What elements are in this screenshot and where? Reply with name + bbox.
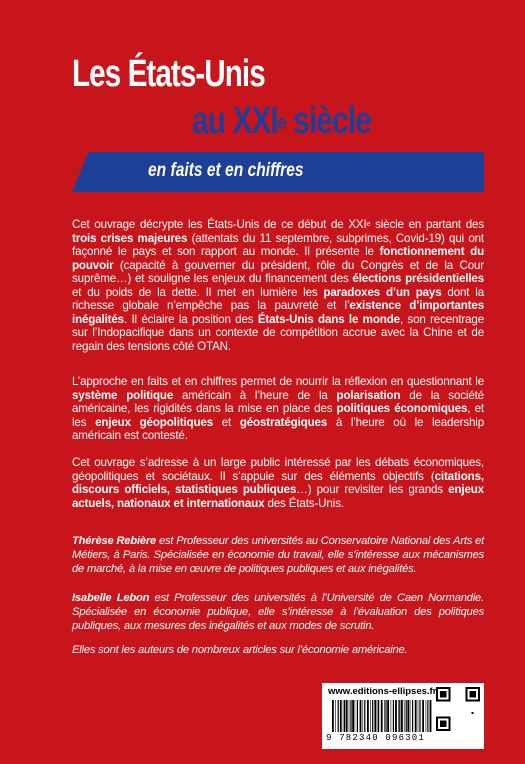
title-line-2: au XXIe siècle bbox=[192, 100, 372, 142]
author-note: Elles sont les auteurs de nombreux articles sur l’économie américaine. bbox=[72, 644, 408, 656]
qr-code[interactable] bbox=[436, 687, 480, 731]
barcode-panel bbox=[322, 683, 484, 749]
publisher-website[interactable]: www.editions-ellipses.fr bbox=[328, 686, 437, 697]
description-paragraph-1: Cet ouvrage décrypte les États-Unis de ce début de XXIe siècle en partant des trois crises majeures (attentats du 11 septembre, subprimes, Covid-19) qui ont façonné le pays et son rapport au monde. Il présente le fonctionnement du pouvoir (capacité à gouverner du président, rôle du Congrès et de la Cour suprême…) et souligne les enjeux du financement des élections présidentielles et du poids de la dette. Il met en lumière les paradoxes d’un pays dont la richesse globale n’empêche pas la pauvreté et l’existence d’importantes inégalités. Il éclaire la position des États-Unis dans le monde, son recentrage sur l’Indopacifique dans un contexte de compétition accrue avec la Chine et de regain des tensions côté OTAN. bbox=[72, 218, 485, 353]
description-paragraph-2: L’approche en faits et en chiffres permet de nourrir la réflexion en questionnant le système politique américain à l’heure de la polarisation de la société américaine, les rigidités dans la mise en place des politiques économiques, et les enjeux géopolitiques et géostratégiques à l’heure où le leadership américain est contesté. bbox=[72, 375, 484, 442]
barcode bbox=[332, 700, 432, 732]
author-bio-1: Thérèse Rebière est Professeur des universités au Conservatoire National des Arts et Métiers, à Paris. Spécialisée en économie du travail, elle s’intéresse aux mécanismes de marché, à la mise en œuvre de politiques publiques et aux inégalités. bbox=[72, 535, 484, 575]
subtitle: en faits et en chiffres bbox=[148, 160, 304, 181]
author-bio-2: Isabelle Lebon est Professeur des universités à l’Université de Caen Normandie. Spécialisée en économie publique, elle s’intéresse à l’évaluation des politiques publiques, aux mesures des inégalités et aux modes de scrutin. bbox=[72, 592, 484, 632]
title-line-1: Les États-Unis bbox=[72, 53, 265, 95]
isbn-number: 9 782340 096301 bbox=[326, 733, 426, 743]
description-paragraph-3: Cet ouvrage s’adresse à un large public intéressé par les débats économiques, géopolitiques et sociétaux. Il s’appuie sur des éléments objectifs (citations, discours officiels, statistiques publiques…) pour revisiter les grands enjeux actuels, nationaux et internationaux des États-Unis. bbox=[72, 456, 484, 510]
